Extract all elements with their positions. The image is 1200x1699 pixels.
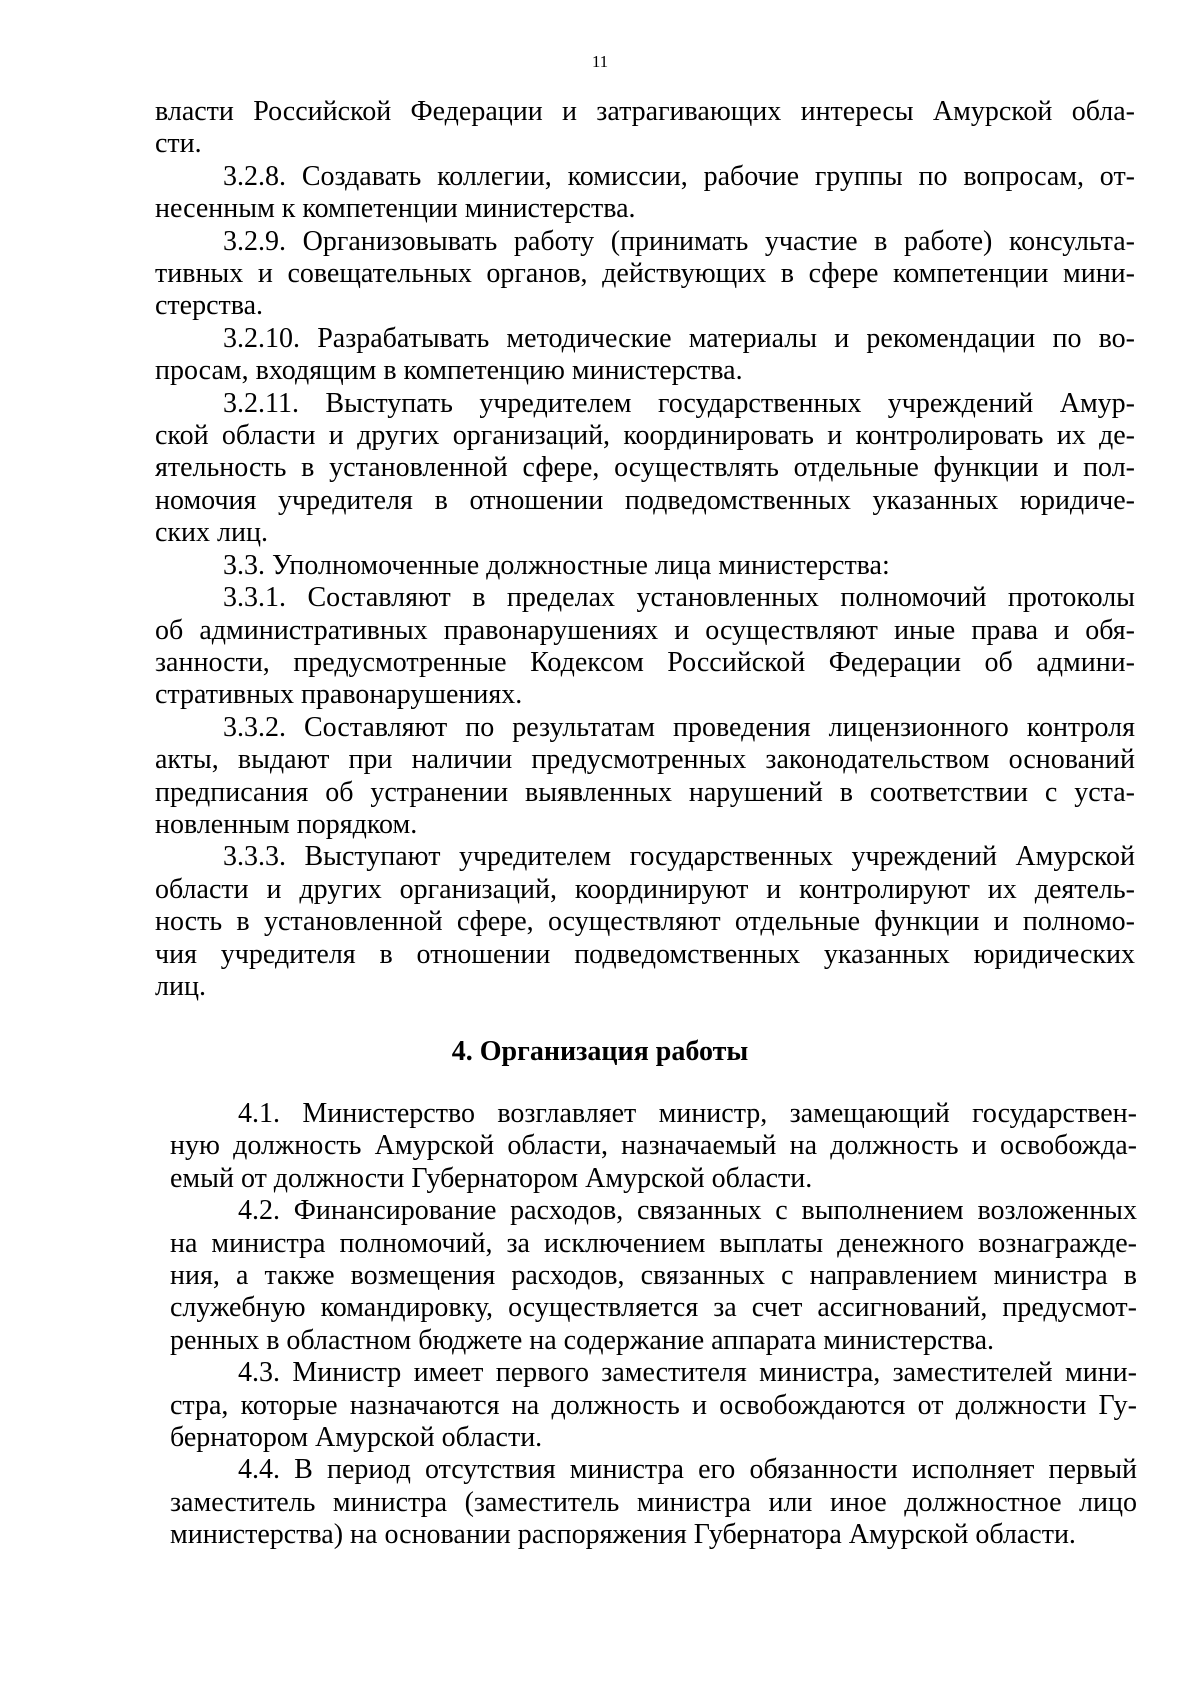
text-line: ность в установленной сфере, осуществляют отдельные функции и полномо- <box>155 906 1135 938</box>
text-line: стра, которые назначаются на должность и освобождаются от должности Гу- <box>170 1389 1137 1421</box>
text-line: лиц. <box>155 970 206 1002</box>
text-line: ских лиц. <box>155 517 268 549</box>
text-line: емый от должности Губернатором Амурской области. <box>170 1162 813 1194</box>
text-line: занности, предусмотренные Кодексом Российской Федерации об админи- <box>155 646 1135 678</box>
section-text-block <box>170 1098 1137 1552</box>
text-line: министерства) на основании распоряжения Губернатора Амурской области. <box>170 1519 1076 1551</box>
text-line: 3.2.9. Организовывать работу (принимать участие в работе) консульта- <box>223 225 1135 257</box>
text-line: стративных правонарушениях. <box>155 679 523 711</box>
page-number: 11 <box>591 52 609 71</box>
text-line: 4.3. Министр имеет первого заместителя министра, заместителей мини- <box>238 1357 1137 1389</box>
text-line: 3.2.11. Выступать учредителем государственных учреждений Амур- <box>223 387 1135 419</box>
text-line: 4.1. Министерство возглавляет министр, замещающий государствен- <box>238 1098 1137 1129</box>
text-line: акты, выдают при наличии предусмотренных законодательством оснований <box>155 744 1135 776</box>
text-line: сти. <box>155 128 202 160</box>
text-line: 4.4. В период отсутствия министра его обязанности исполняет первый <box>238 1454 1137 1486</box>
text-line: несенным к компетенции министерства. <box>155 193 636 225</box>
text-line: ятельность в установленной сфере, осуществлять отдельные функции и пол- <box>155 452 1135 484</box>
text-line: об административных правонарушениях и осуществляют иные права и обя- <box>155 614 1135 646</box>
section-heading: 4. Организация работы <box>451 1036 749 1067</box>
text-line: области и других организаций, координируют и контролируют их деятель- <box>155 873 1135 905</box>
text-line: тивных и совещательных органов, действующих в сфере компетенции мини- <box>155 258 1135 290</box>
text-line: предписания об устранении выявленных нарушений в соответствии с уста- <box>155 776 1135 808</box>
text-line: ную должность Амурской области, назначаемый на должность и освобожда- <box>170 1130 1137 1162</box>
text-line: номочия учредителя в отношении подведомственных указанных юридиче- <box>155 484 1135 516</box>
text-line: ской области и других организаций, координировать и контролировать их де- <box>155 420 1135 452</box>
text-line: 3.3.1. Составляют в пределах установленных полномочий протоколы <box>223 582 1135 614</box>
text-line: 3.2.10. Разрабатывать методические материалы и рекомендации по во- <box>223 322 1135 354</box>
text-line: просам, входящим в компетенцию министерства. <box>155 355 743 387</box>
text-line: 4.2. Финансирование расходов, связанных с выполнением возложенных <box>238 1195 1137 1227</box>
text-line: ния, а также возмещения расходов, связанных с направлением министра в <box>170 1260 1137 1292</box>
text-line: стерства. <box>155 290 264 322</box>
text-line: заместитель министра (заместитель министра или иное должностное лицо <box>170 1486 1137 1518</box>
text-line: служебную командировку, осуществляется за счет ассигнований, предусмот- <box>170 1292 1137 1324</box>
text-line: 3.3. Уполномоченные должностные лица министерства: <box>223 549 890 581</box>
body-text-block <box>155 96 1135 1003</box>
text-line: на министра полномочий, за исключением выплаты денежного вознагражде- <box>170 1227 1137 1259</box>
text-line: ренных в областном бюджете на содержание аппарата министерства. <box>170 1324 995 1356</box>
text-line: бернатором Амурской области. <box>170 1422 543 1454</box>
text-line: власти Российской Федерации и затрагивающих интересы Амурской обла- <box>155 96 1135 127</box>
text-line: 3.3.3. Выступают учредителем государственных учреждений Амурской <box>223 841 1135 873</box>
text-line: чия учредителя в отношении подведомственных указанных юридических <box>155 938 1135 970</box>
text-line: 3.2.8. Создавать коллегии, комиссии, рабочие группы по вопросам, от- <box>223 160 1135 192</box>
text-line: 3.3.2. Составляют по результатам проведения лицензионного контроля <box>223 711 1135 743</box>
text-line: новленным порядком. <box>155 808 418 840</box>
